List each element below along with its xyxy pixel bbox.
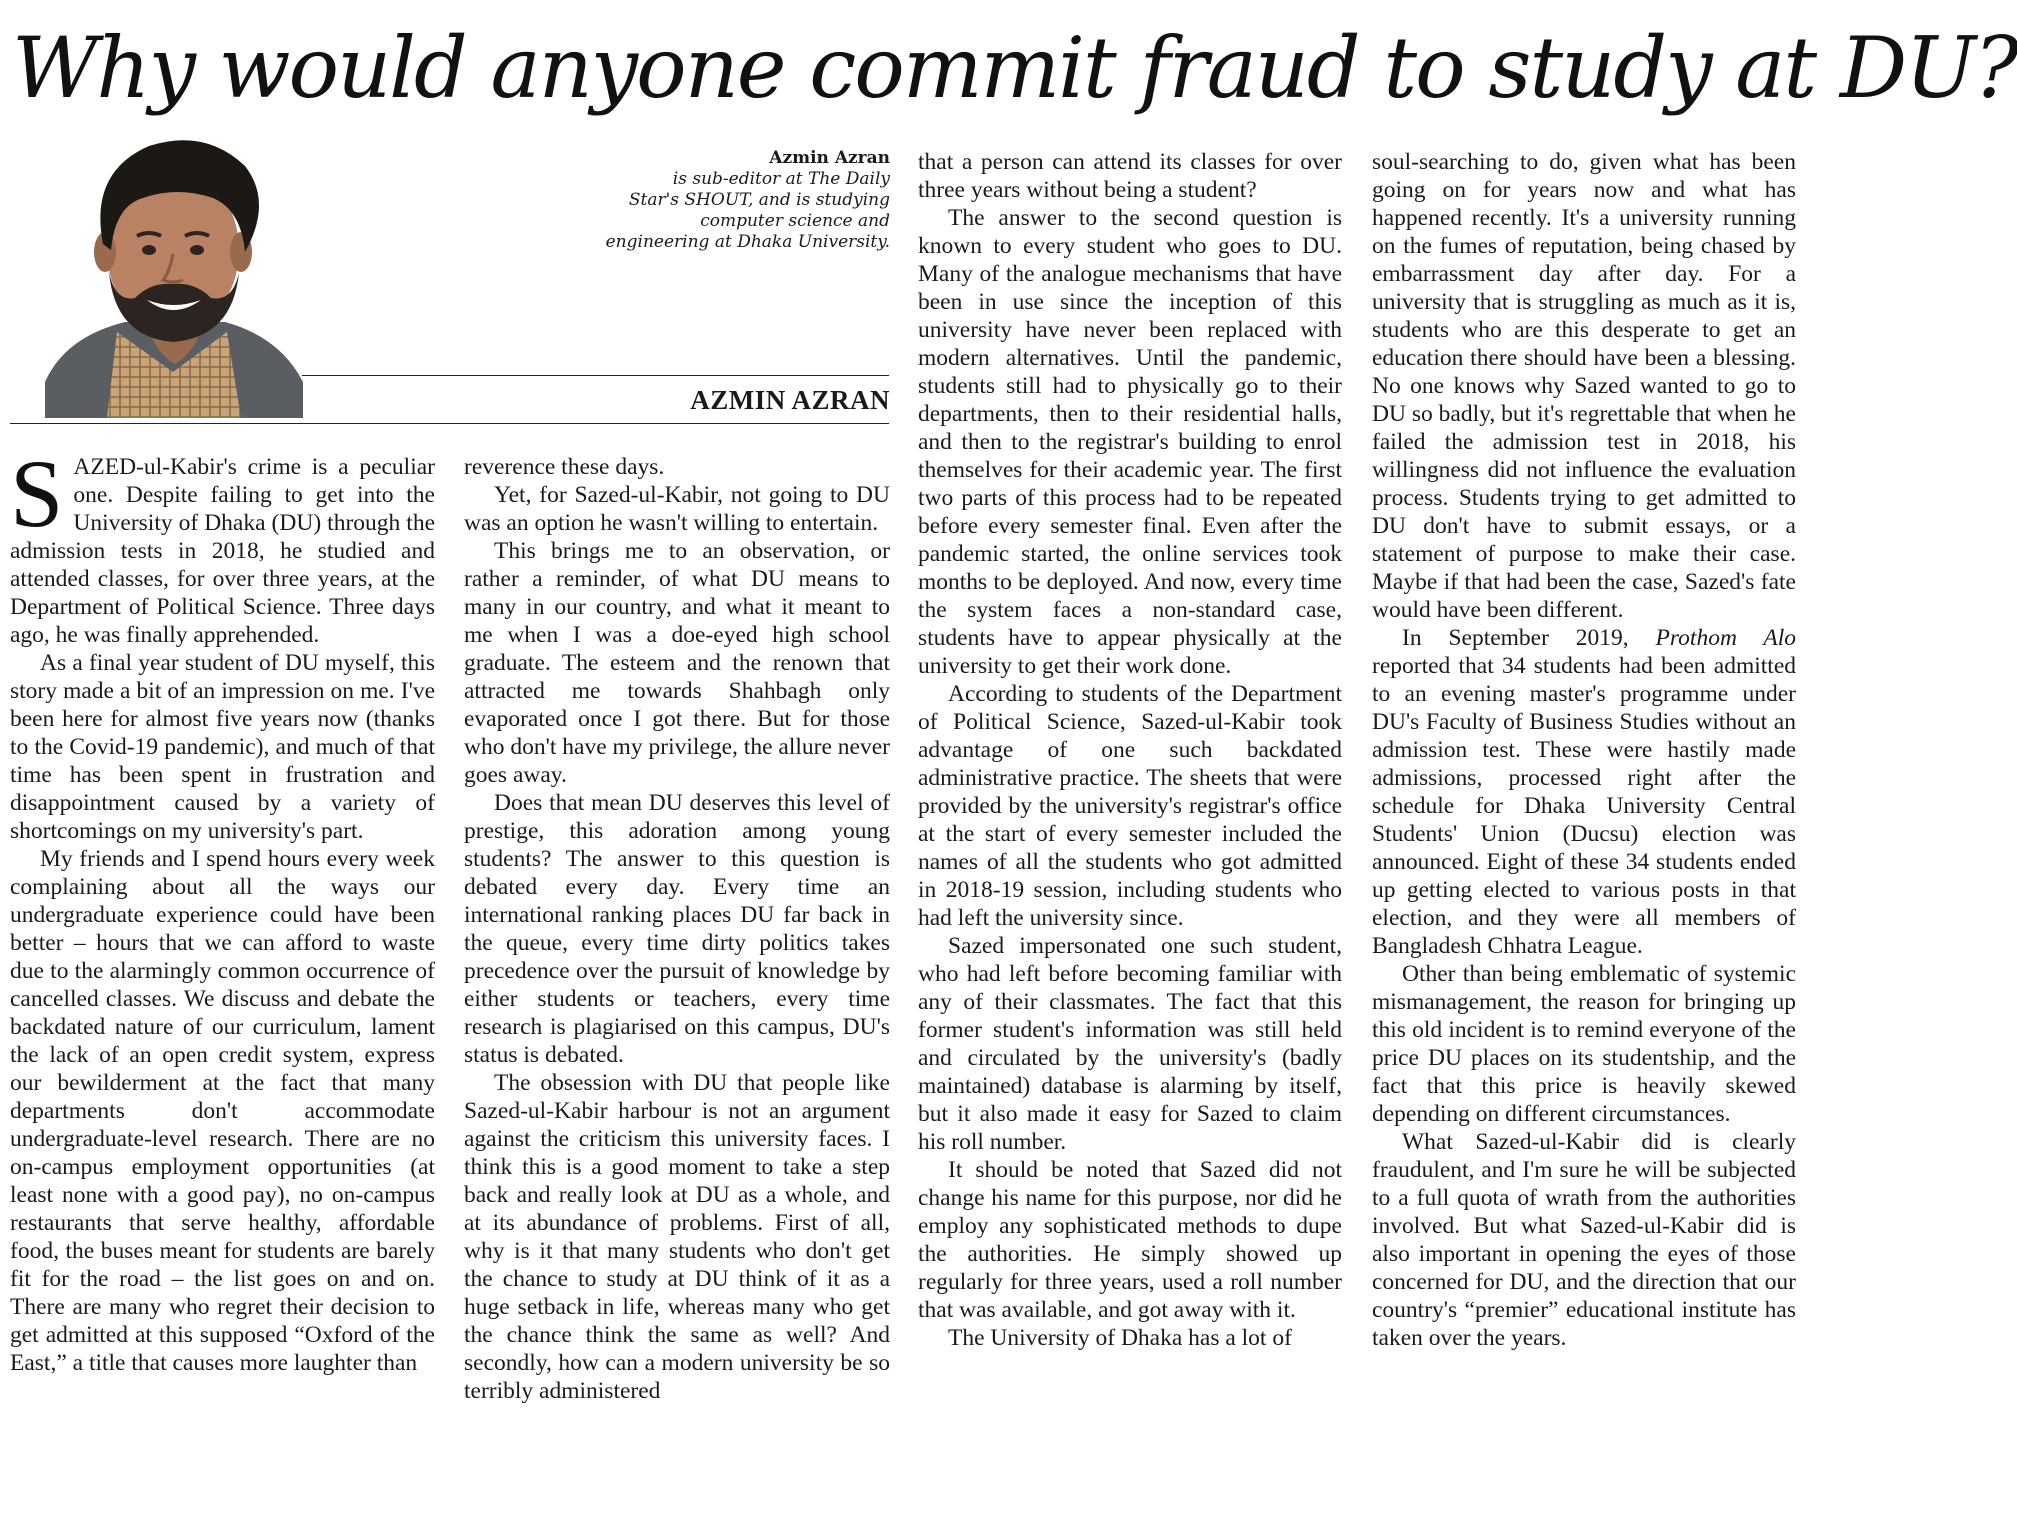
article-paragraph: The answer to the second question is known to every student who goes to DU. Many of the analogue mechanisms that have been in use since the inception of this university have never been replaced with modern alternatives. Until the pandemic, students still had to physically go to their departments, then to their residential halls, and then to the registrar's building to enrol themselves for their academic year. The first two parts of this process had to be repeated before every semester final. Even after the pandemic started, the online services took months to be deployed. And now, every time the system faces a non-standard case, students have to appear physically at the university to get their work done.	[918, 205, 1342, 679]
article-column-4	[1372, 148, 1796, 1352]
article-paragraph: reverence these days.	[464, 454, 665, 480]
article-paragraph: The obsession with DU that people like Sazed-ul-Kabir harbour is not an argument against the criticism this university faces. I think this is a good moment to take a step back and really look at DU as a whole, and at its abundance of problems. First of all, why is it that many students who don't get the chance to study at DU think of it as a huge setback in life, whereas many who get the chance think the same as well? And secondly, how can a modern university be so terribly administered	[464, 1070, 890, 1404]
article-paragraph: The University of Dhaka has a lot of	[948, 1325, 1292, 1351]
author-desc-line: engineering at Dhaka University.	[605, 232, 890, 252]
author-desc-line: computer science and	[700, 211, 890, 231]
eye-right	[190, 245, 204, 255]
sept-rest: reported that 34 students had been admitted to an evening master's programme under DU's Faculty of Business Studies without an admission test. These were hastily made admissions, processed right after the schedule for Dhaka University Central Students' Union (Ducsu) election was announced. Eight of these 34 students ended up getting elected to various posts in that election, and they were all members of Bangladesh Chhatra League.	[1372, 653, 1796, 959]
publication-name: Prothom Alo	[1655, 625, 1796, 651]
author-desc-line: Star's SHOUT, and is studying	[628, 190, 890, 210]
article-paragraph: that a person can attend its classes for over three years without being a student?	[918, 149, 1342, 203]
article-paragraph: Does that mean DU deserves this level of prestige, this adoration among young students? The answer to this question is debated every day. Every time an international ranking places DU far back in the queue, every time dirty politics takes precedence over the pursuit of knowledge by either students or teachers, every time research is plagiarised on this campus, DU's status is debated.	[464, 790, 890, 1068]
author-name-caps: AZMIN AZRAN	[690, 385, 890, 415]
article-paragraph: It should be noted that Sazed did not change his name for this purpose, nor did he employ any sophisticated methods to dupe the authorities. He simply showed up regularly for three years, used a roll number that was available, and got away with it.	[918, 1157, 1342, 1323]
article-paragraph: Yet, for Sazed-ul-Kabir, not going to DU was an option he wasn't willing to entertain.	[464, 482, 890, 536]
headline: Why would anyone commit fraud to study at DU?	[12, 19, 2017, 117]
article-column-3	[918, 148, 1342, 1352]
byline-divider	[302, 375, 889, 376]
lead-text: AZED-ul-Kabir's crime is a peculiar one. Despite failing to get into the University of Dhaka (DU) through the admission tests in 2018, he studied and attended classes, for over three years, at the Department of Political Science. Three days ago, he was finally apprehended.	[10, 454, 435, 648]
author-name: Azmin Azran	[769, 148, 890, 168]
author-desc-line: is sub-editor at The Daily	[672, 169, 890, 189]
article-paragraph: Sazed impersonated one such student, who had left before becoming familiar with any of their classmates. The fact that this former student's information was still held and circulated by the university's (badly maintained) database is alarming by itself, but it also made it easy for Sazed to claim his roll number.	[918, 933, 1342, 1155]
article-column-2	[464, 453, 890, 1405]
article-paragraph: Other than being emblematic of systemic mismanagement, the reason for bringing up this old incident is to remind everyone of the price DU places on its studentship, and the fact that this price is heavily skewed depending on different circumstances.	[1372, 961, 1796, 1127]
article-column-1	[10, 440, 435, 1377]
article-paragraph	[1372, 624, 1796, 960]
article-paragraph	[10, 440, 435, 649]
drop-cap: S	[10, 440, 64, 547]
author-bio	[560, 148, 890, 253]
article-paragraph: soul-searching to do, given what has been going on for years now and what has happened recently. It's a university running on the fumes of reputation, being chased by embarrassment day after day. For a university that is struggling as much as it is, students who are this desperate to get an education there should have been a blessing. No one knows why Sazed wanted to go to DU so badly, but it's regrettable that when he failed the admission test in 2018, his willingness did not influence the evaluation process. Students trying to get admitted to DU don't have to submit essays, or a statement of purpose to make their case. Maybe if that had been the case, Sazed's fate would have been different.	[1372, 149, 1796, 623]
author-portrait	[45, 132, 303, 418]
sept-lead: In September 2019,	[1402, 625, 1629, 651]
eye-left	[142, 245, 156, 255]
header-divider	[10, 423, 889, 424]
article-paragraph: According to students of the Department of Political Science, Sazed-ul-Kabir took advantage of one such backdated administrative practice. The sheets that were provided by the university's registrar's office at the start of every semester included the names of all the students who got admitted in 2018-19 session, including students who had left the university since.	[918, 681, 1342, 931]
article-paragraph: My friends and I spend hours every week complaining about all the ways our undergraduate experience could have been better – hours that we can afford to waste due to the alarmingly common occurrence of cancelled classes. We discuss and debate the backdated nature of our curriculum, lament the lack of an open credit system, express our bewilderment at the fact that many departments don't accommodate undergraduate-level research. There are no on-campus employment opportunities (at least none with a good pay), no on-campus restaurants that serve healthy, affordable food, the buses meant for students are barely fit for the road – the list goes on and on. There are many who regret their decision to get admitted at this supposed “Oxford of the East,” a title that causes more laughter than	[10, 846, 435, 1376]
article-paragraph: What Sazed-ul-Kabir did is clearly fraudulent, and I'm sure he will be subjected to a full quota of wrath from the authorities involved. But what Sazed-ul-Kabir did is also important in opening the eyes of those concerned for DU, and the direction that our country's “premier” educational institute has taken over the years.	[1372, 1129, 1796, 1351]
article-paragraph: This brings me to an observation, or rather a reminder, of what DU means to many in our country, and what it meant to me when I was a doe-eyed high school graduate. The esteem and the renown that attracted me towards Shahbagh only evaporated once I got there. But for those who don't have my privilege, the allure never goes away.	[464, 538, 890, 788]
article-paragraph: As a final year student of DU myself, this story made a bit of an impression on me. I've been here for almost five years now (thanks to the Covid-19 pandemic), and much of that time has been spent in frustration and disappointment caused by a variety of shortcomings on my university's part.	[10, 650, 435, 844]
